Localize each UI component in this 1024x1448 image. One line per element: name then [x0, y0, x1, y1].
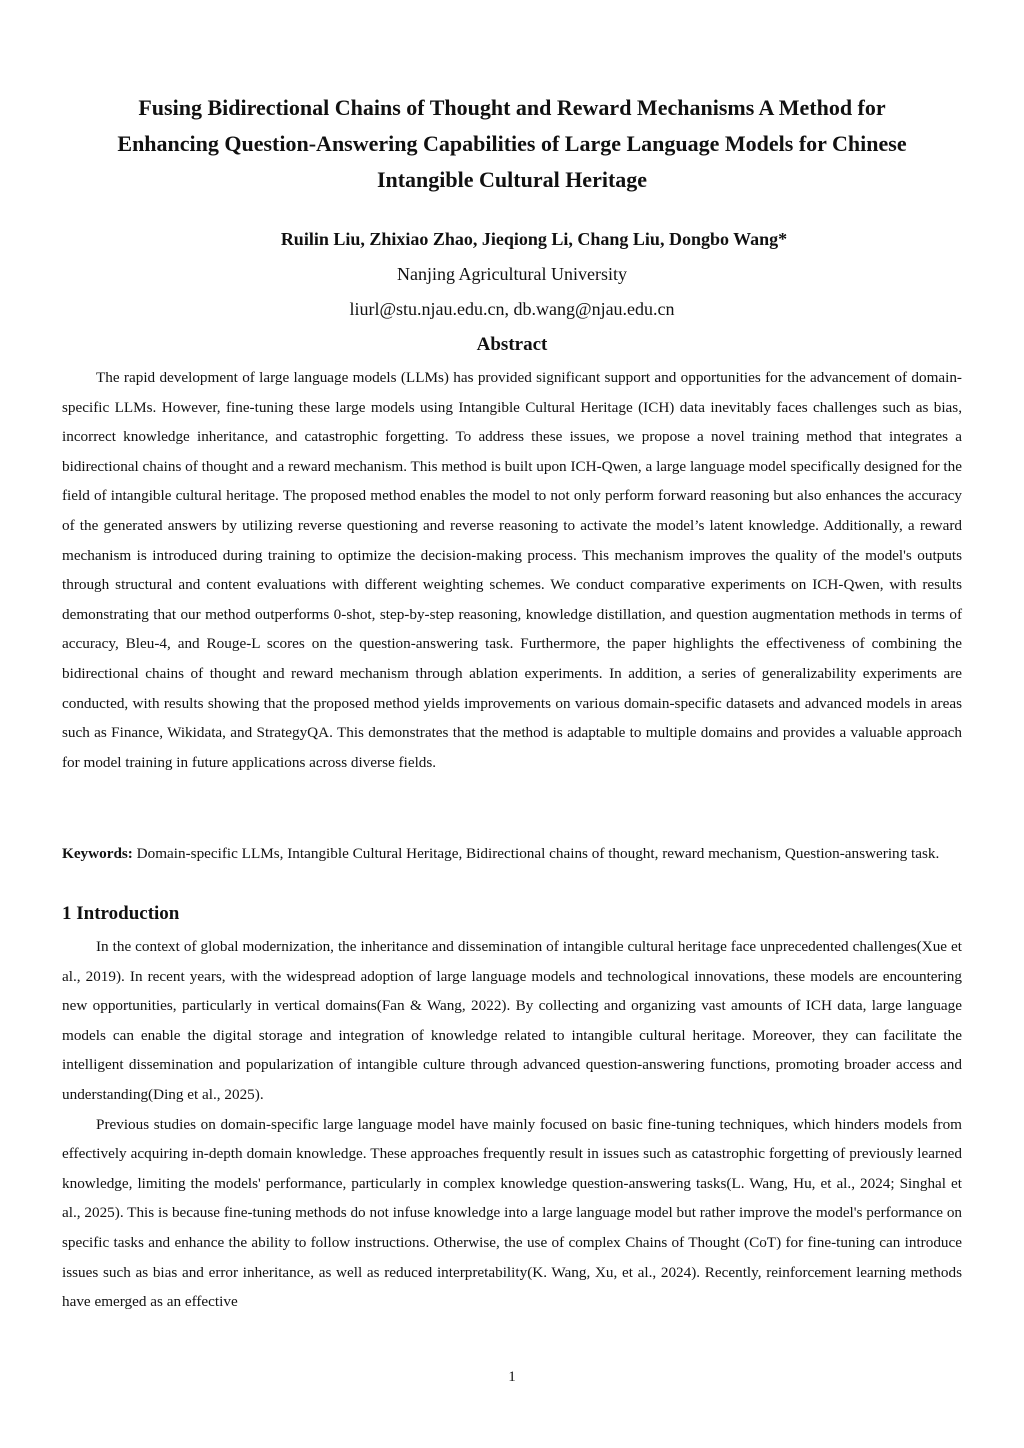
intro-paragraph-1: In the context of global modernization, the inheritance and dissemination of intangible cultural heritage face unprecedented challenges(Xue et al., 2019). In recent years, with the widespread adoption of large language models and technological innovations, these models are encountering new opportunities, particularly in vertical domains(Fan & Wang, 2022). By collecting and organizing vast amounts of ICH data, large language models can enable the digital storage and integration of knowledge related to intangible cultural heritage. Moreover, they can facilitate the intelligent dissemination and popularization of intangible culture through advanced question-answering functions, promoting broader access and understanding(Ding et al., 2025). — [62, 938, 962, 1103]
keywords-paragraph — [62, 839, 962, 869]
keywords-section — [62, 839, 962, 869]
introduction-section — [62, 932, 962, 1317]
keywords-text: Domain-specific LLMs, Intangible Cultural Heritage, Bidirectional chains of thought, reward mechanism, Question-answering task. — [132, 845, 940, 862]
section-heading-introduction: 1 Introduction — [62, 903, 180, 924]
abstract-paragraph: The rapid development of large language models (LLMs) has provided significant support and opportunities for the advancement of domain-specific LLMs. However, fine-tuning these large models using Intangible Cultural Heritage (ICH) data inevitably faces challenges such as bias, incorrect knowledge inheritance, and catastrophic forgetting. To address these issues, we propose a novel training method that integrates a bidirectional chains of thought and a reward mechanism. This method is built upon ICH-Qwen, a large language model specifically designed for the field of intangible cultural heritage. The proposed method enables the model to not only perform forward reasoning but also enhances the accuracy of the generated answers by utilizing reverse questioning and reverse reasoning to activate the model’s latent knowledge. Additionally, a reward mechanism is introduced during training to optimize the decision-making process. This mechanism improves the quality of the model's outputs through structural and content evaluations with different weighting schemes. We conduct comparative experiments on ICH-Qwen, with results demonstrating that our method outperforms 0-shot, step-by-step reasoning, knowledge distillation, and question augmentation methods in terms of accuracy, Bleu-4, and Rouge-L scores on the question-answering task. Furthermore, the paper highlights the effectiveness of combining the bidirectional chains of thought and reward mechanism through ablation experiments. In addition, a series of generalizability experiments are conducted, with results showing that the proposed method yields improvements on various domain-specific datasets and advanced models in areas such as Finance, Wikidata, and StrategyQA. This demonstrates that the method is adaptable to multiple domains and provides a valuable approach for model training in future applications across diverse fields. — [62, 369, 962, 771]
abstract-section — [62, 363, 962, 777]
author-list: Ruilin Liu, Zhixiao Zhao, Jieqiong Li, Chang Liu, Dongbo Wang* — [280, 229, 788, 249]
intro-paragraph-2: Previous studies on domain-specific large language model have mainly focused on basic fine-tuning techniques, which hinders models from effectively acquiring in-depth domain knowledge. These approaches frequently result in issues such as catastrophic forgetting of previously learned knowledge, limiting the models' performance, particularly in complex knowledge question-answering tasks(L. Wang, Hu, et al., 2024; Singhal et al., 2025). This is because fine-tuning methods do not infuse knowledge into a large language model but rather improve the model's performance on specific tasks and enhance the ability to follow instructions. Otherwise, the use of complex Chains of Thought (CoT) for fine-tuning can introduce issues such as bias and error inheritance, as well as reduced interpretability(K. Wang, Xu, et al., 2024). Recently, reinforcement learning methods have emerged as an effective — [62, 1115, 962, 1311]
title-line-2: Enhancing Question-Answering Capabilities of Large Language Models for Chinese — [117, 131, 907, 156]
affiliation: Nanjing Agricultural University — [397, 264, 627, 284]
contact-email: liurl@stu.njau.edu.cn, db.wang@njau.edu.cn — [349, 299, 675, 319]
keywords-label: Keywords: — [62, 845, 133, 862]
abstract-heading: Abstract — [476, 334, 548, 355]
page-number: 1 — [508, 1369, 516, 1385]
title-line-1: Fusing Bidirectional Chains of Thought and Reward Mechanisms A Method for — [138, 95, 886, 120]
title-line-3: Intangible Cultural Heritage — [376, 167, 648, 192]
paper-title — [60, 90, 964, 198]
